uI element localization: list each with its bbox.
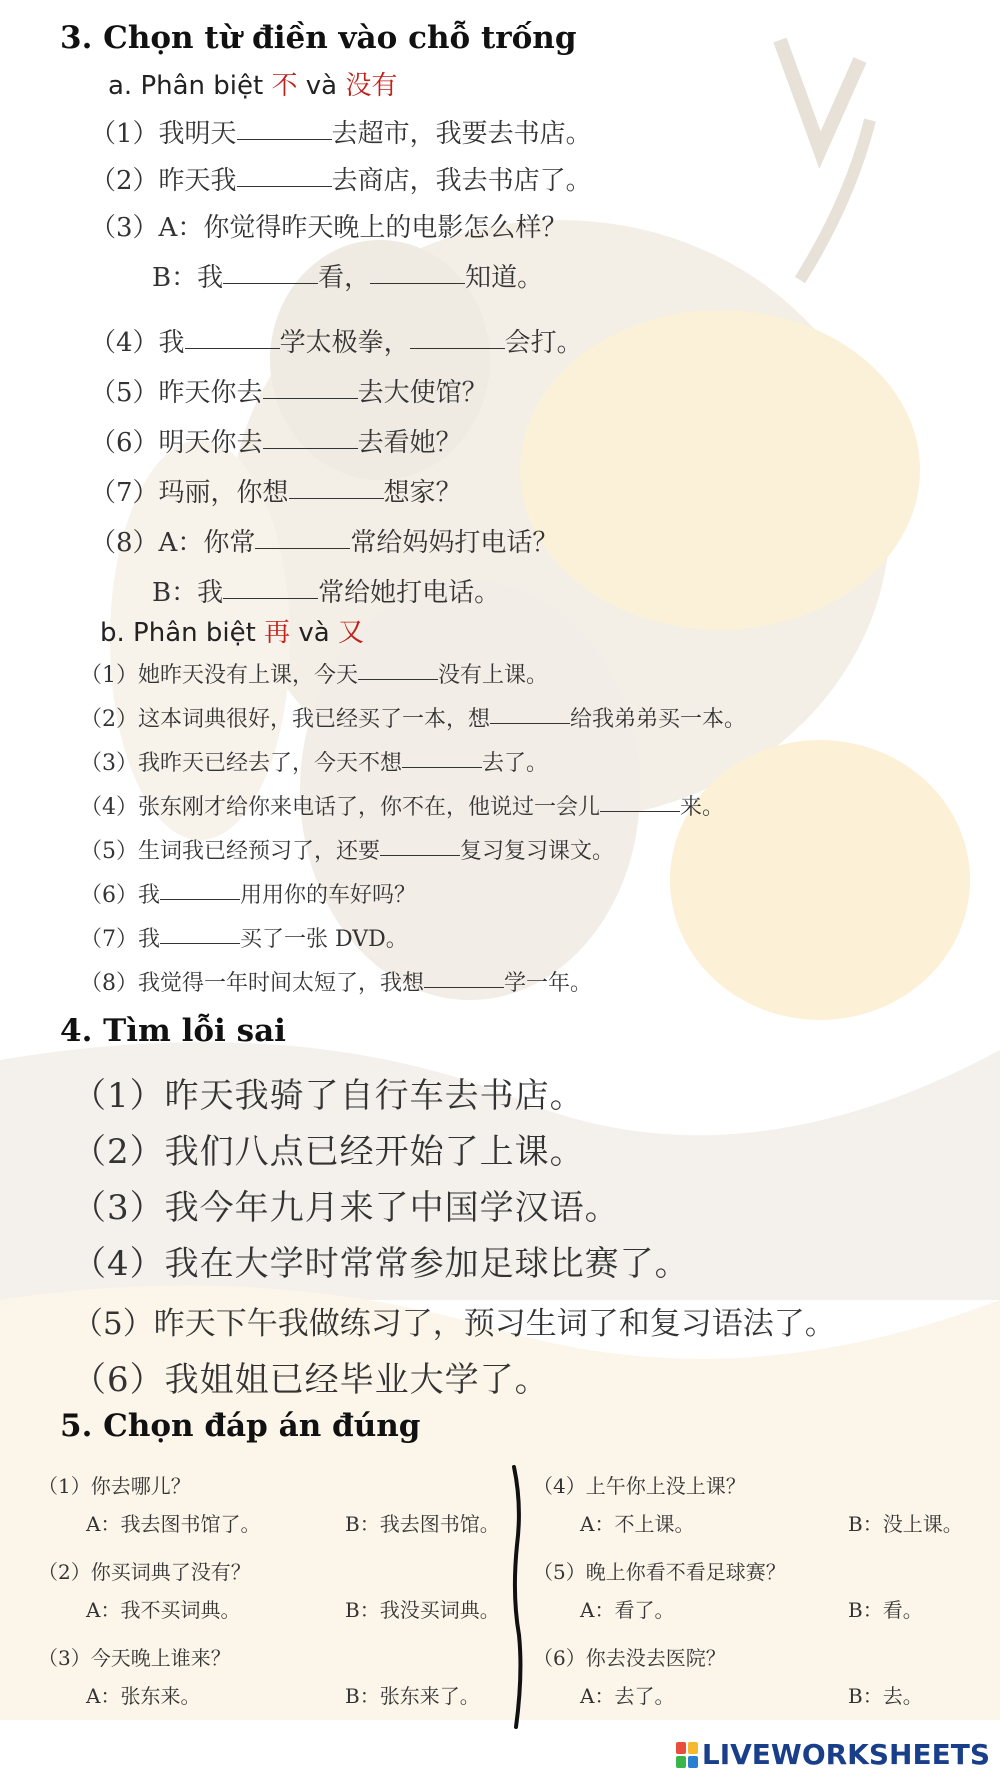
b-item-6 [80,878,416,909]
liveworksheets-logo [676,1738,990,1771]
question-text: 上午你上没上课？ [585,1474,746,1498]
answer-blank[interactable] [223,597,318,599]
item-number: （1） [38,1474,91,1498]
item-number: （3） [80,751,138,776]
part-b-prefix: b. Phân biệt [100,618,265,648]
logo-square-red [676,1742,686,1754]
item-text: A：你觉得昨天晚上的电影怎么样？ [158,213,568,243]
choice-option-b[interactable]: B：我没买词典。 [345,1598,500,1622]
choice-question-2 [38,1556,251,1585]
question-text: 晚上你看不看足球赛？ [585,1560,786,1584]
part-a-prefix: a. Phân biệt [108,71,272,101]
logo-icon [676,1742,698,1768]
answer-blank[interactable] [263,397,358,399]
item-number: （2） [90,166,159,196]
item-text: 去超市，我要去书店。 [331,119,592,149]
choice-option-a[interactable]: A：我去图书馆了。 [86,1512,261,1536]
item-number: （3） [72,1188,165,1228]
part-a-term1: 不 [271,71,298,101]
choice-option-b[interactable]: B：没上课。 [848,1512,963,1536]
item-text: 明天你去 [158,428,263,458]
b-item-2 [80,702,746,733]
item-number: （2） [38,1560,91,1584]
part-b-term2: 又 [337,618,364,648]
item-text: 用用你的车好吗？ [240,883,417,908]
error-item-3 [72,1180,620,1229]
b-item-4 [80,790,724,821]
section-4-title: 4. Tìm lỗi sai [60,1013,286,1049]
choice-option-a[interactable]: A：看了。 [580,1598,675,1622]
question-text: 你买词典了没有？ [90,1560,251,1584]
item-number: （6） [72,1360,165,1400]
answer-blank[interactable] [223,282,318,284]
choice-question-6 [533,1642,726,1671]
item-text: B：我 [152,263,224,293]
item-text: 来。 [680,795,725,820]
item-number: （6） [80,883,138,908]
answer-blank[interactable] [263,447,358,449]
item-text: 昨天你去 [158,378,263,408]
error-item-5 [72,1298,836,1343]
a-item-2 [90,160,592,197]
choice-option-b[interactable]: B：张东来了。 [345,1684,480,1708]
question-text: 你去没去医院？ [585,1646,726,1670]
answer-blank[interactable] [237,138,332,140]
item-number: （1） [90,119,159,149]
item-number: （2） [80,707,138,732]
item-text: 昨天下午我做练习了，预习生词了和复习语法了。 [153,1306,836,1342]
item-text: 我们八点已经开始了上课。 [164,1132,585,1172]
error-item-2 [72,1124,585,1173]
answer-blank[interactable] [410,347,505,349]
a-item-4 [90,322,583,359]
part-b-term1: 再 [264,618,291,648]
answer-blank[interactable] [255,547,350,549]
choice-question-1 [38,1470,191,1499]
item-text: 常给妈妈打电话？ [350,528,559,558]
section-3-title: 3. Chọn từ điền vào chỗ trống [60,20,577,56]
b-item-5 [80,834,614,865]
logo-square-green [676,1756,686,1768]
item-number: （5） [72,1306,154,1342]
item-number: （2） [72,1132,165,1172]
item-text: 去了。 [482,751,549,776]
item-text: 她昨天没有上课，今天 [138,663,359,688]
part-a-heading [108,65,397,102]
item-text: 玛丽，你想 [158,478,289,508]
b-item-8 [80,966,592,997]
question-text: 今天晚上谁来？ [90,1646,231,1670]
item-number: （5） [80,839,138,864]
a-item-8 [90,522,558,559]
a-item-3 [90,207,567,244]
item-number: （4） [80,795,138,820]
item-text: 看， [318,263,371,293]
item-text: 去看她？ [357,428,462,458]
item-text: 想家？ [383,478,462,508]
a-item-7 [90,472,462,509]
a-item-6 [90,422,462,459]
item-text: 去大使馆？ [357,378,488,408]
answer-blank[interactable] [185,347,280,349]
item-number: （3） [90,213,159,243]
answer-blank[interactable] [160,898,240,900]
logo-square-blue [688,1756,698,1768]
item-text: 复习复习课文。 [460,839,615,864]
item-text: 学一年。 [504,971,593,996]
item-number: （4） [533,1474,586,1498]
item-number: （1） [80,663,138,688]
item-number: （6） [90,428,159,458]
item-text: 我 [158,328,185,358]
answer-blank[interactable] [358,678,438,680]
item-number: （7） [90,478,159,508]
item-text: 我 [138,883,161,908]
column-divider [510,1465,524,1730]
a-item-8b [152,572,500,609]
item-number: （3） [38,1646,91,1670]
item-text: 知道。 [465,263,544,293]
answer-blank[interactable] [380,854,460,856]
item-text: 生词我已经预习了，还要 [138,839,381,864]
logo-square-yellow [688,1742,698,1754]
part-b-heading [100,612,364,649]
a-item-3b [152,257,543,294]
choice-option-b[interactable]: B：我去图书馆。 [345,1512,500,1536]
answer-blank[interactable] [370,282,465,284]
answer-blank[interactable] [402,766,482,768]
part-a-mid: và [297,71,346,101]
item-text: 给我弟弟买一本。 [570,707,747,732]
item-text: 我在大学时常常参加足球比赛了。 [164,1244,690,1284]
part-b-mid: và [290,618,338,648]
item-number: （6） [533,1646,586,1670]
b-item-3 [80,746,548,777]
item-text: 学太极拳， [279,328,410,358]
item-text: 会打。 [504,328,583,358]
a-item-1 [90,113,592,150]
b-item-7 [80,922,408,953]
choice-question-3 [38,1642,231,1671]
item-number: （5） [533,1560,586,1584]
section-5-title: 5. Chọn đáp án đúng [60,1408,421,1444]
a-item-5 [90,372,488,409]
answer-blank[interactable] [289,497,384,499]
item-text: 张东刚才给你来电话了，你不在，他说过一会儿 [138,795,601,820]
item-text: 没有上课。 [438,663,549,688]
choice-option-a[interactable]: A：不上课。 [580,1512,695,1536]
item-number: （4） [72,1244,165,1284]
choice-option-b[interactable]: B：看。 [848,1598,923,1622]
error-item-4 [72,1236,690,1285]
answer-blank[interactable] [600,810,680,812]
choice-option-b[interactable]: B：去。 [848,1684,923,1708]
item-text: 我 [138,927,161,952]
part-a-term2: 没有 [345,71,398,101]
item-text: 这本词典很好，我已经买了一本，想 [138,707,491,732]
question-text: 你去哪儿？ [90,1474,191,1498]
item-text: 昨天我 [158,166,237,196]
item-number: （8） [90,528,159,558]
error-item-6 [72,1352,550,1401]
item-text: A：你常 [158,528,256,558]
choice-option-a[interactable]: A：我不买词典。 [86,1598,241,1622]
item-text: 我姐姐已经毕业大学了。 [164,1360,550,1400]
answer-blank[interactable] [160,942,240,944]
item-number: （8） [80,971,138,996]
item-text: 我昨天已经去了，今天不想 [138,751,403,776]
item-text: 去商店，我去书店了。 [331,166,592,196]
item-number: （5） [90,378,159,408]
choice-question-5 [533,1556,786,1585]
item-number: （1） [72,1076,165,1116]
answer-blank[interactable] [490,722,570,724]
item-text: 昨天我骑了自行车去书店。 [164,1076,585,1116]
item-text: 常给她打电话。 [318,578,501,608]
choice-question-4 [533,1470,746,1499]
item-text: 我今年九月来了中国学汉语。 [164,1188,620,1228]
item-text: 我觉得一年时间太短了，我想 [138,971,425,996]
answer-blank[interactable] [424,986,504,988]
answer-blank[interactable] [237,185,332,187]
item-number: （7） [80,927,138,952]
choice-option-a[interactable]: A：张东来。 [86,1684,201,1708]
item-number: （4） [90,328,159,358]
logo-text: LIVEWORKSHEETS [701,1738,990,1771]
item-text: 买了一张 DVD。 [240,927,408,952]
b-item-1 [80,658,548,689]
item-text: B：我 [152,578,224,608]
item-text: 我明天 [158,119,237,149]
error-item-1 [72,1068,585,1117]
choice-option-a[interactable]: A：去了。 [580,1684,675,1708]
